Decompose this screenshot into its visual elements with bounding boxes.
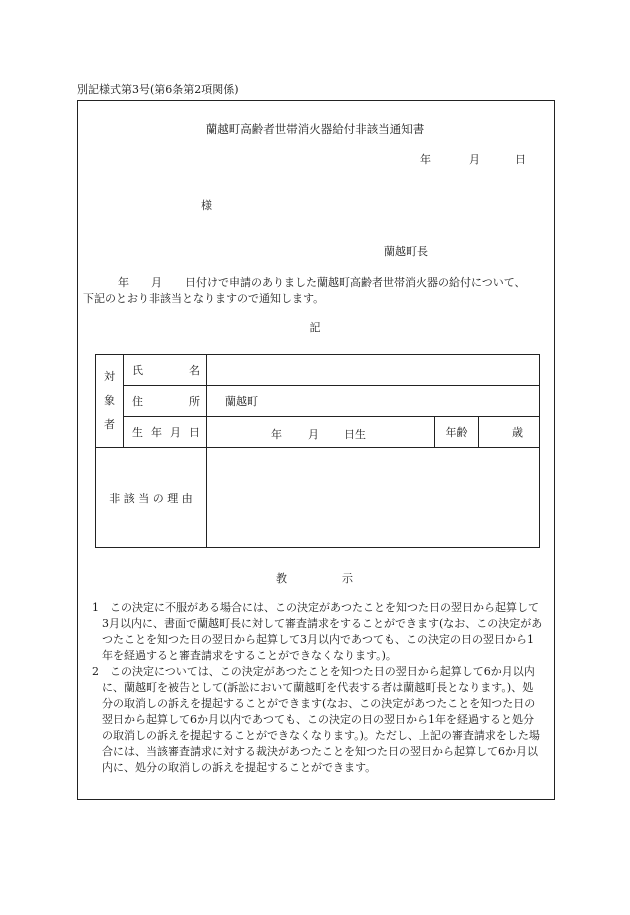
notice-heading-left: 教 [276, 572, 287, 585]
body-year: 年 [118, 276, 129, 289]
ki-label: 記 [309, 321, 321, 334]
address-label: 住 所 [124, 386, 207, 417]
name-value [207, 355, 540, 386]
notice-item-1: 1 この決定に不服がある場合には、この決定があつたことを知つた日の翌日から起算して3月以内に、書面で蘭越町長に対して審査請求をすることができます(なお、この決定があつたことを知つた日の翌日から起算して3月以内であつても、この決定の日の翌日から1年を経過すると審査請求をすることができなくなります。)。 [92, 601, 543, 662]
body-line1: 日付けで申請のありました蘭越町高齢者世帯消火器の給付について、 [185, 276, 526, 289]
subject-table [95, 354, 540, 548]
document-title: 蘭越町高齢者世帯消火器給付非該当通知書 [205, 122, 425, 136]
date-month: 月 [469, 153, 480, 166]
issuer: 蘭越町長 [384, 245, 428, 258]
recipient-suffix: 様 [201, 199, 212, 212]
age-value: 歳 [479, 417, 540, 448]
date-year: 年 [420, 153, 431, 166]
notice-heading-right: 示 [342, 572, 353, 585]
address-value: 蘭越町 [207, 386, 540, 417]
reason-value [207, 448, 540, 548]
birthdate-label: 生 年 月 日 [124, 417, 207, 448]
reason-label: 非 該 当 の 理 由 [96, 448, 207, 548]
birthdate-value: 年 月 日生 [207, 417, 435, 448]
subject-group-label: 対 象 者 [96, 355, 124, 448]
body-line2: 下記のとおり非該当となりますので通知します。 [83, 292, 325, 305]
name-label: 氏 名 [124, 355, 207, 386]
form-number: 別記様式第3号(第6条第2項関係) [77, 83, 239, 96]
body-month: 月 [151, 276, 162, 289]
notice-item-2: 2 この決定については、この決定があつたことを知つた日の翌日から起算して6か月以内に、蘭越町を被告として(訴訟において蘭越町を代表する者は蘭越町長となります。)、処分の取消しの訴えを提起することができます(なお、この決定があつたことを知つた日の翌日から起算して6か月以内であつても、この決定の日の翌日から1年を経過すると処分の取消しの訴えを提起することができなくなります。)。ただし、上記の審査請求をした場合には、当該審査請求に対する裁決があつたことを知つた日の翌日から起算して6か月以内に、処分の取消しの訴えを提起することができます。 [92, 665, 540, 774]
age-label: 年齢 [435, 417, 479, 448]
notice-list [92, 600, 544, 776]
date-day: 日 [515, 153, 526, 166]
